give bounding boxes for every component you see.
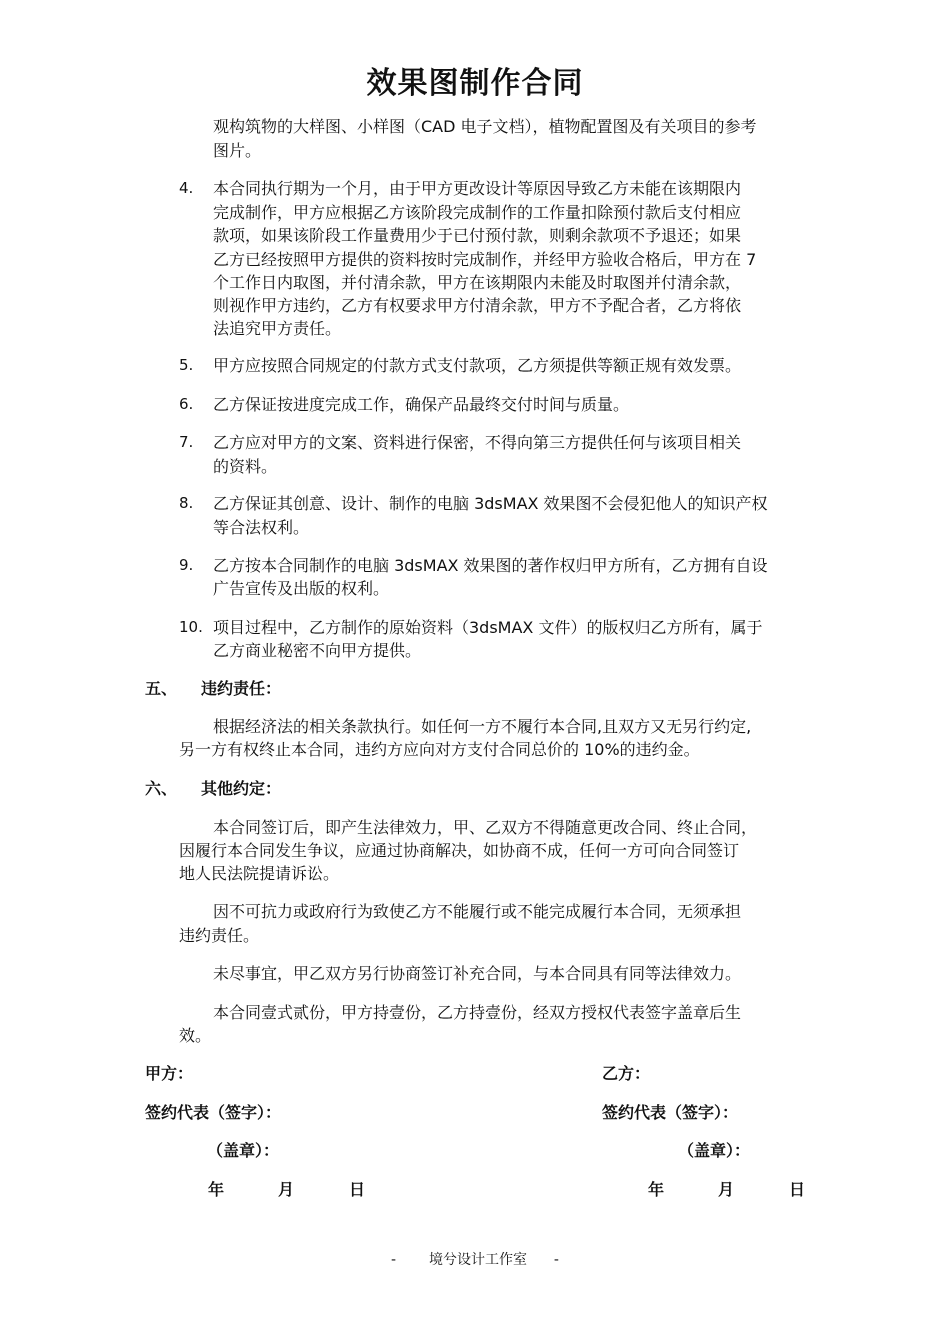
party-b-day-label: 日 (789, 1180, 806, 1199)
paragraph-line: 根据经济法的相关条款执行。如任何一方不履行本合同,且双方又无另行约定, (213, 717, 752, 736)
paragraph-line: 因履行本合同发生争议，应通过协商解决，如协商不成，任何一方可向合同签订 (179, 841, 740, 860)
paragraph-line: 效。 (179, 1026, 212, 1045)
party-b-month-label: 月 (718, 1180, 735, 1199)
section-number: 五、 (145, 679, 178, 698)
list-item-line: 等合法权利。 (213, 518, 310, 537)
list-item-number: 8. (179, 494, 194, 512)
page-title: 效果图制作合同 (366, 66, 584, 101)
list-item-line: 完成制作，甲方应根据乙方该阶段完成制作的工作量扣除预付款后支付相应 (213, 203, 742, 222)
footer-dash-right: - (553, 1252, 559, 1268)
party-a-month-label: 月 (278, 1180, 295, 1199)
list-item-line: 法追究甲方责任。 (213, 319, 342, 338)
paragraph-line: 地人民法院提请诉讼。 (179, 864, 340, 883)
item3-line-2: 图片。 (213, 141, 262, 160)
list-item-line: 甲方应按照合同规定的付款方式支付款项，乙方须提供等额正规有效发票。 (213, 356, 742, 375)
party-b-seal-label: （盖章）： (678, 1141, 751, 1160)
list-item-line: 乙方已经按照甲方提供的资料按时完成制作，并经甲方验收合格后，甲方在 7 (213, 250, 757, 269)
list-item-line: 项目过程中，乙方制作的原始资料（3dsMAX 文件）的版权归乙方所有，属于 (213, 618, 763, 637)
paragraph-line: 本合同壹式贰份，甲方持壹份，乙方持壹份，经双方授权代表签字盖章后生 (213, 1003, 742, 1022)
list-item-line: 本合同执行期为一个月，由于甲方更改设计等原因导致乙方未能在该期限内 (213, 179, 742, 198)
item3-line-1: 观构筑物的大样图、小样图（CAD 电子文档），植物配置图及有关项目的参考 (213, 117, 757, 136)
list-item-line: 款项，如果该阶段工作量费用少于已付预付款，则剩余款项不予退还；如果 (213, 226, 742, 245)
list-item-line: 则视作甲方违约，乙方有权要求甲方付清余款，甲方不予配合者，乙方将依 (213, 296, 742, 315)
paragraph-line: 因不可抗力或政府行为致使乙方不能履行或不能完成履行本合同，无须承担 (213, 902, 742, 921)
list-item-number: 4. (179, 179, 194, 197)
party-a-seal-label: （盖章）： (207, 1141, 280, 1160)
section-heading: 违约责任： (201, 679, 282, 698)
party-a-representative-label: 签约代表（签字）： (145, 1103, 282, 1122)
list-item-number: 9. (179, 556, 194, 574)
list-item-line: 乙方保证其创意、设计、制作的电脑 3dsMAX 效果图不会侵犯他人的知识产权 (213, 494, 768, 513)
party-a-day-label: 日 (349, 1180, 366, 1199)
paragraph-line: 未尽事宜，甲乙双方另行协商签订补充合同，与本合同具有同等法律效力。 (213, 964, 742, 983)
party-b-year-label: 年 (648, 1180, 665, 1199)
party-b-label: 乙方： (602, 1064, 651, 1083)
footer-dash-left: - (391, 1252, 397, 1268)
list-item-line: 乙方应对甲方的文案、资料进行保密，不得向第三方提供任何与该项目相关 (213, 433, 742, 452)
paragraph-line: 另一方有权终止本合同，违约方应向对方支付合同总价的 10%的违约金。 (179, 740, 700, 759)
section-number: 六、 (145, 779, 178, 798)
party-b-representative-label: 签约代表（签字）： (602, 1103, 739, 1122)
list-item-number: 10. (179, 618, 203, 636)
list-item-line: 乙方按本合同制作的电脑 3dsMAX 效果图的著作权归甲方所有，乙方拥有自设 (213, 556, 768, 575)
section-heading: 其他约定： (201, 779, 282, 798)
list-item-line: 乙方保证按进度完成工作，确保产品最终交付时间与质量。 (213, 395, 630, 414)
page-footer (0, 1249, 950, 1269)
list-item-line: 乙方商业秘密不向甲方提供。 (213, 641, 422, 660)
footer-studio-name: 境兮设计工作室 (429, 1252, 527, 1268)
paragraph-line: 违约责任。 (179, 926, 260, 945)
list-item-number: 5. (179, 356, 194, 374)
list-item-line: 的资料。 (213, 457, 278, 476)
paragraph-line: 本合同签订后，即产生法律效力，甲、乙双方不得随意更改合同、终止合同， (213, 818, 758, 837)
list-item-line: 个工作日内取图，并付清余款，甲方在该期限内未能及时取图并付清余款， (213, 273, 742, 292)
party-a-label: 甲方： (145, 1064, 194, 1083)
list-item-line: 广告宣传及出版的权利。 (213, 579, 390, 598)
party-a-year-label: 年 (208, 1180, 225, 1199)
list-item-number: 7. (179, 433, 194, 451)
list-item-number: 6. (179, 395, 194, 413)
